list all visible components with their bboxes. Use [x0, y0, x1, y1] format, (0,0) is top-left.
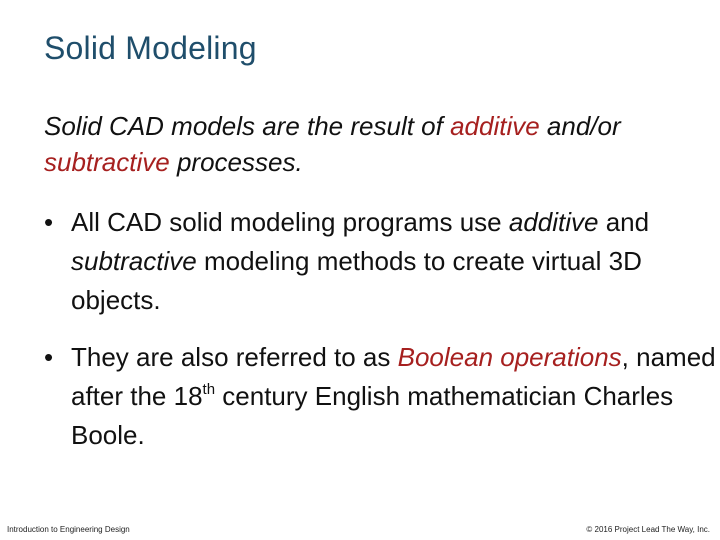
bullet-1-text-3: modeling methods to create virtual 3D objects. — [71, 246, 642, 315]
bullet-marker: • — [44, 342, 54, 372]
bullet-item-boolean-operations — [44, 338, 720, 455]
bullet-1-subtractive-term: subtractive — [71, 246, 197, 276]
bullet-item-modeling-methods — [44, 203, 720, 320]
bullet-1-additive-term: additive — [508, 207, 599, 237]
bullet-2-text-2: , named after the 18 — [71, 342, 716, 411]
lead-text-2: and/or — [539, 111, 621, 141]
bullet-2-text-1: They are also referred to as — [71, 342, 398, 372]
bullet-marker: • — [44, 207, 54, 237]
bullet-2-text-3: century English mathematician Charles Boole. — [71, 381, 674, 450]
bullet-2-boolean-term: Boolean operations — [397, 342, 622, 372]
bullet-1-text-2: and — [598, 207, 650, 237]
ordinal-superscript: th — [202, 381, 216, 398]
footer-course-name: Introduction to Engineering Design — [7, 525, 130, 534]
lead-statement — [44, 108, 684, 180]
lead-subtractive-term: subtractive — [44, 147, 170, 177]
footer-copyright: © 2016 Project Lead The Way, Inc. — [586, 525, 710, 534]
lead-additive-term: additive — [450, 111, 540, 141]
lead-text-3: processes. — [169, 147, 303, 177]
lead-text-1: Solid CAD models are the result of — [44, 111, 451, 141]
bullet-1-text-1: All CAD solid modeling programs use — [71, 207, 509, 237]
slide-title: Solid Modeling — [44, 30, 257, 66]
